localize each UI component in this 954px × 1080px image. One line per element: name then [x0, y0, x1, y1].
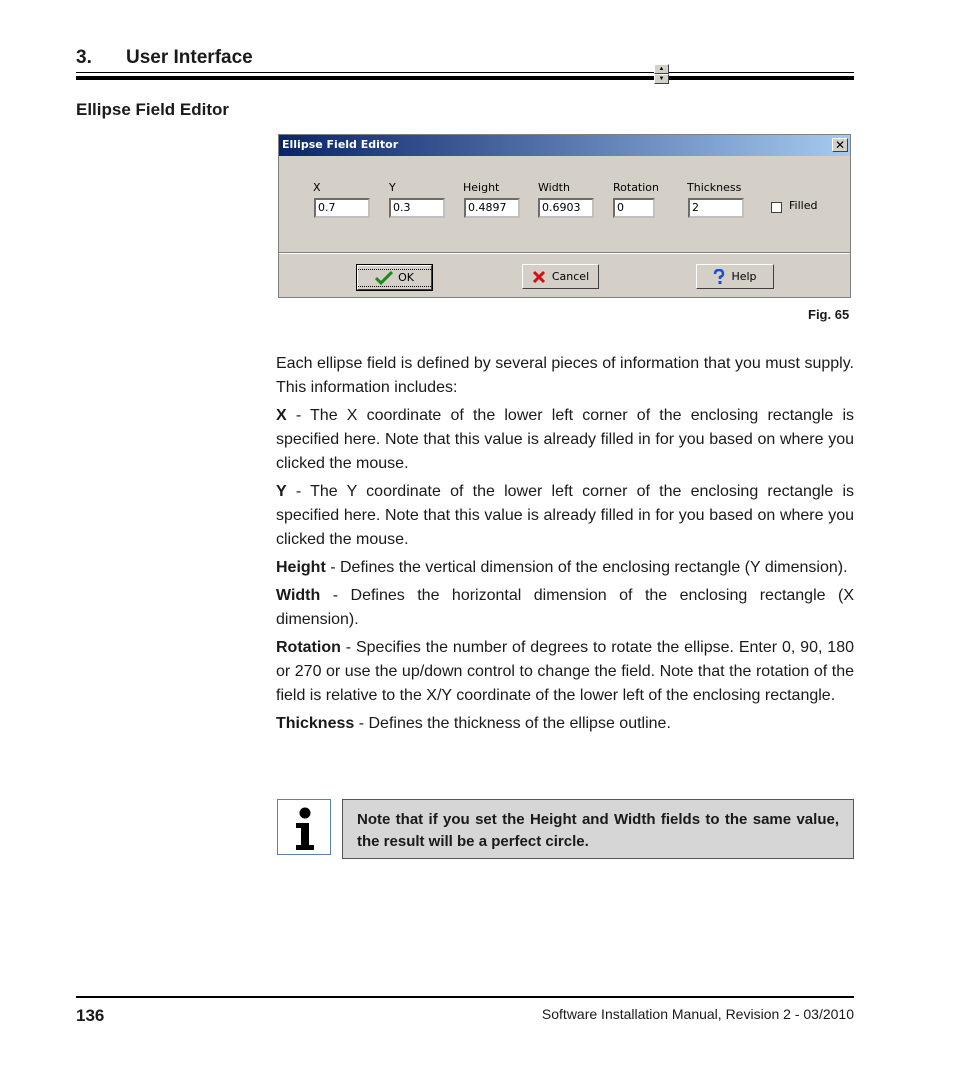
section-number: 3. [76, 47, 92, 68]
ok-button[interactable] [357, 265, 432, 290]
dialog-titlebar [279, 135, 850, 156]
filled-checkbox[interactable] [771, 202, 782, 213]
close-button[interactable] [832, 138, 848, 152]
width-input[interactable]: 0.6903 [538, 198, 594, 218]
cancel-button[interactable] [522, 264, 599, 289]
ellipse-field-editor-dialog [278, 134, 851, 298]
height-input[interactable]: 0.4897 [464, 198, 520, 218]
section-title: User Interface [126, 47, 253, 68]
x-input[interactable]: 0.7 [314, 198, 370, 218]
rotation-label: Rotation [613, 181, 660, 194]
help-button[interactable] [696, 264, 774, 289]
page-number: 136 [76, 1006, 105, 1025]
thickness-input[interactable]: 2 [688, 198, 744, 218]
note-box: Note that if you set the Height and Width fields to the same value, the result will be a perfect circle. [342, 799, 854, 859]
footer-rule [76, 996, 854, 998]
dialog-title: Ellipse Field Editor [282, 138, 399, 151]
width-label: Width [538, 181, 570, 194]
question-icon [713, 269, 725, 285]
figure-caption: Fig. 65 [808, 307, 850, 322]
help-label: Help [731, 270, 757, 283]
item-height: Height - Defines the vertical dimension of the enclosing rectangle (Y dimension). [276, 559, 848, 576]
header-rule-thin [76, 72, 854, 73]
filled-label: Filled [789, 199, 818, 212]
x-icon [532, 270, 546, 284]
rotation-spinner[interactable] [654, 64, 669, 84]
item-width: Width - Defines the horizontal dimension of the enclosing rectangle (X dimension). [276, 587, 854, 628]
item-x: X - The X coordinate of the lower left corner of the enclosing rectangle is specified here. Note that this value is already filled in for you based on where you clicked the mouse. [276, 407, 854, 472]
rotation-input[interactable]: 0 [613, 198, 655, 218]
y-label: Y [389, 181, 396, 194]
item-y: Y - The Y coordinate of the lower left corner of the enclosing rectangle is specified here. Note that this value is already filled in for you based on where you clicked the mouse. [276, 483, 854, 548]
ok-label: OK [398, 271, 414, 284]
subsection-title: Ellipse Field Editor [76, 100, 230, 119]
item-rotation: Rotation - Specifies the number of degrees to rotate the ellipse. Enter 0, 90, 180 or 270 or use the up/down control to change the field. Note that the rotation of the field is relative to the X/Y coordinate of the lower left of the enclosing rectangle. [276, 639, 854, 704]
header-rule-thick [76, 76, 854, 80]
y-input[interactable]: 0.3 [389, 198, 445, 218]
x-label: X [313, 181, 321, 194]
checkmark-icon [375, 271, 393, 285]
thickness-label: Thickness [687, 181, 742, 194]
footer-text: Software Installation Manual, Revision 2 - 03/2010 [541, 1006, 854, 1022]
spin-down-button[interactable]: ▼ [654, 74, 669, 84]
height-label: Height [463, 181, 500, 194]
item-thickness: Thickness - Defines the thickness of the ellipse outline. [276, 715, 671, 732]
info-icon [277, 799, 331, 855]
body-text [276, 352, 854, 740]
close-icon: ✕ [834, 138, 846, 152]
cancel-label: Cancel [551, 270, 590, 283]
intro-paragraph: Each ellipse field is defined by several pieces of information that you must supply. This information includes: [276, 355, 854, 396]
spin-up-button[interactable]: ▲ [654, 64, 669, 74]
